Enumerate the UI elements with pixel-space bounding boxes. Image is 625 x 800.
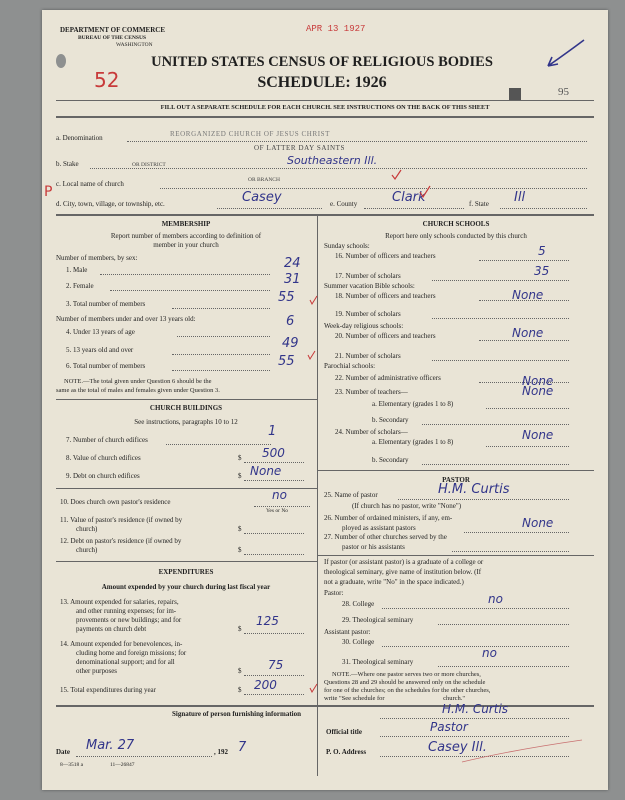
stake-label: b. Stake <box>56 160 79 168</box>
q12-label-1: 12. Debt on pastor's residence (if owned by <box>60 537 182 545</box>
q24b-label: b. Secondary <box>372 456 409 464</box>
q3-label: 3. Total number of members <box>66 300 146 308</box>
q6-total-value: 55 <box>278 354 295 369</box>
membership-note-1: NOTE.—The total given under Question 6 should be the <box>64 378 212 385</box>
stake-or-district: OR DISTRICT <box>132 162 166 168</box>
q9-value: None <box>250 464 282 478</box>
q26-label-1: 26. Number of ordained ministers, if any, em- <box>324 514 453 522</box>
q25-hint: (If church has no pastor, write "None") <box>352 502 462 510</box>
state-value: Ill <box>514 190 526 205</box>
q11-label-2: church) <box>76 525 98 533</box>
weekday-schools-label: Week-day religious schools: <box>324 322 404 330</box>
q12-dollar: $ <box>238 546 242 554</box>
q31-value: no <box>482 646 497 660</box>
buildings-intro: See instructions, paragraphs 10 to 12 <box>134 418 238 426</box>
q13-label-4: payments on church debt <box>76 625 147 633</box>
q11-dollar: $ <box>238 525 242 533</box>
q21-label: 21. Number of scholars <box>335 352 401 360</box>
members-by-sex-label: Number of members, by sex: <box>56 254 138 262</box>
separate-schedule-instruction: FILL OUT A SEPARATE SCHEDULE FOR EACH CHURCH. SEE INSTRUCTIONS ON THE BACK OF THIS SHEET <box>160 104 490 111</box>
q4-under13-value: 6 <box>286 314 295 329</box>
census-schedule-sheet <box>42 10 608 790</box>
yes-or-no-hint: Yes or No <box>266 508 289 514</box>
q9-label: 9. Debt on church edifices <box>66 472 140 480</box>
denomination-label: a. Denomination <box>56 134 103 142</box>
q10-value: no <box>272 488 287 502</box>
q6-label: 6. Total number of members <box>66 362 146 370</box>
q2-label: 2. Female <box>66 282 94 290</box>
year-value: 7 <box>238 740 247 755</box>
red-check-marks <box>42 10 608 790</box>
expenditures-intro: Amount expended by your church during last fiscal year <box>101 583 271 591</box>
q13-value: 125 <box>256 614 279 628</box>
q29-label: 29. Theological seminary <box>342 616 414 624</box>
official-title-label: Official title <box>326 728 362 736</box>
members-by-age-label: Number of members under and over 13 years old: <box>56 315 196 323</box>
q13-label-1: 13. Amount expended for salaries, repairs, <box>60 598 179 606</box>
pastor-note-2: Questions 28 and 29 should be answered only on the schedule <box>324 679 486 686</box>
q23-value: None <box>522 384 554 398</box>
membership-intro-2: member in your church <box>153 241 219 249</box>
q25-label: 25. Name of pastor <box>324 491 378 499</box>
denomination-value-1: REORGANIZED CHURCH OF JESUS CHRIST <box>170 130 331 138</box>
pastor-heading: PASTOR <box>442 476 470 484</box>
official-title-value: Pastor <box>430 720 468 734</box>
q16-value: 5 <box>538 244 546 258</box>
margin-mark: P <box>44 184 53 200</box>
stake-value: Southeastern Ill. <box>287 154 378 167</box>
expenditures-heading: EXPENDITURES <box>158 568 214 576</box>
q20-label: 20. Number of officers and teachers <box>335 332 436 340</box>
q7-label: 7. Number of church edifices <box>66 436 148 444</box>
membership-intro-1: Report number of members according to definition of <box>110 232 262 240</box>
q24-value: None <box>522 428 554 442</box>
schedule-year: SCHEDULE: 1926 <box>257 74 387 91</box>
q18-value: None <box>512 288 544 302</box>
print-code-1: 8—3518 a <box>60 762 84 768</box>
signature-value: H.M. Curtis <box>442 702 509 716</box>
graduate-note-2: theological seminary, give name of institution below. (If <box>324 568 482 576</box>
bureau-label: BUREAU OF THE CENSUS <box>78 35 147 41</box>
sunday-schools-label: Sunday schools: <box>324 242 370 250</box>
city-label: WASHINGTON <box>116 42 153 48</box>
schedule-number: 52 <box>94 68 120 92</box>
q2-female-value: 31 <box>284 272 301 287</box>
q28-value: no <box>488 592 503 606</box>
q14-label-4: other purposes <box>76 667 118 675</box>
q12-label-2: church) <box>76 546 98 554</box>
q14-label-3: denominational support; and for all <box>76 658 175 666</box>
city-town-label: d. City, town, village, or township, etc. <box>56 200 165 208</box>
q27-label-1: 27. Number of other churches served by the <box>324 533 447 541</box>
q22-label: 22. Number of administrative officers <box>335 374 441 382</box>
received-date-stamp: APR 13 1927 <box>306 24 366 34</box>
q17-label: 17. Number of scholars <box>335 272 401 280</box>
q8-dollar: $ <box>238 454 242 462</box>
pastor-note-3: for one of the churches; on the schedules for the other churches, <box>324 687 491 694</box>
schools-intro: Report here only schools conducted by this church <box>385 232 527 240</box>
state-label: f. State <box>469 200 489 208</box>
q14-label-2: cluding home and foreign missions; for <box>76 649 187 657</box>
pastor-sublabel: Pastor: <box>324 589 344 597</box>
q14-label-1: 14. Amount expended for benevolences, in- <box>60 640 183 648</box>
county-value: Clark <box>392 190 426 205</box>
membership-note-2: same as the total of males and females given under Question 3. <box>56 387 220 394</box>
q15-label: 15. Total expenditures during year <box>60 686 156 694</box>
local-or-branch: OR BRANCH <box>248 177 280 183</box>
po-address-value: Casey Ill. <box>428 740 487 755</box>
date-value: Mar. 27 <box>86 738 135 753</box>
q5-over13-value: 49 <box>282 336 299 351</box>
q26-label-2: ployed as assistant pastors <box>342 524 416 532</box>
signature-label: Signature of person furnishing information <box>172 710 301 718</box>
graduate-note-1: If pastor (or assistant pastor) is a graduate of a college or <box>324 558 484 566</box>
q24-label: 24. Number of scholars— <box>335 428 408 436</box>
print-code-2: 11—26847 <box>110 762 135 768</box>
form-title: UNITED STATES CENSUS OF RELIGIOUS BODIES <box>151 54 493 70</box>
q1-male-value: 24 <box>284 256 301 271</box>
department-label: DEPARTMENT OF COMMERCE <box>60 26 166 34</box>
q18-label: 18. Number of officers and teachers <box>335 292 436 300</box>
q1-label: 1. Male <box>66 266 88 274</box>
buildings-heading: CHURCH BUILDINGS <box>149 404 223 412</box>
graduate-note-3: not a graduate, write "No" in the space indicated.) <box>324 578 464 586</box>
q13-label-2: and other running expenses; for im- <box>76 607 177 615</box>
county-label: e. County <box>330 200 358 208</box>
q23-label: 23. Number of teachers— <box>335 388 408 396</box>
q13-label-3: provements or new buildings; and for <box>76 616 182 624</box>
q27-label-2: pastor or his assistants <box>342 543 405 551</box>
summer-schools-label: Summer vacation Bible schools: <box>324 282 415 290</box>
q9-dollar: $ <box>238 472 242 480</box>
q10-label: 10. Does church own pastor's residence <box>60 498 171 506</box>
city-town-value: Casey <box>242 190 282 205</box>
q17-value: 35 <box>534 264 550 278</box>
q3-total-value: 55 <box>278 290 295 305</box>
q8-label: 8. Value of church edifices <box>66 454 141 462</box>
q15-dollar: $ <box>238 686 242 694</box>
assistant-pastor-sublabel: Assistant pastor: <box>324 628 371 636</box>
local-name-label: c. Local name of church <box>56 180 124 188</box>
sheet-number: 95 <box>558 86 569 98</box>
q16-label: 16. Number of officers and teachers <box>335 252 436 260</box>
membership-heading: MEMBERSHIP <box>161 220 211 228</box>
q26-value: None <box>522 516 554 530</box>
q14-value: 75 <box>268 658 284 672</box>
q25-pastor-name: H.M. Curtis <box>438 482 510 497</box>
q11-label-1: 11. Value of pastor's residence (if owned by <box>60 516 183 524</box>
q31-label: 31. Theological seminary <box>342 658 414 666</box>
q30-label: 30. College <box>342 638 375 646</box>
q14-dollar: $ <box>238 667 242 675</box>
q7-edifices-value: 1 <box>268 424 277 439</box>
q8-value: 500 <box>262 446 285 460</box>
q19-label: 19. Number of scholars <box>335 310 401 318</box>
q20-value: None <box>512 326 544 340</box>
pastor-note-4: write "See schedule for church." <box>324 695 466 702</box>
denomination-value-2: OF LATTER DAY SAINTS <box>254 144 346 152</box>
year-prefix: , 192 <box>214 748 228 756</box>
q13-dollar: $ <box>238 625 242 633</box>
q23b-label: b. Secondary <box>372 416 409 424</box>
q4-label: 4. Under 13 years of age <box>66 328 135 336</box>
q28-label: 28. College <box>342 600 375 608</box>
date-label: Date <box>56 748 70 756</box>
q5-label: 5. 13 years old and over <box>66 346 134 354</box>
parochial-schools-label: Parochial schools: <box>324 362 376 370</box>
pastor-note-1: NOTE.—Where one pastor serves two or more churches, <box>332 671 481 678</box>
po-address-label: P. O. Address <box>326 748 367 756</box>
q23a-label: a. Elementary (grades 1 to 8) <box>372 400 454 408</box>
schools-heading: CHURCH SCHOOLS <box>422 220 490 228</box>
q24a-label: a. Elementary (grades 1 to 8) <box>372 438 454 446</box>
q15-value: 200 <box>254 678 277 692</box>
q22-value: None <box>522 374 554 388</box>
